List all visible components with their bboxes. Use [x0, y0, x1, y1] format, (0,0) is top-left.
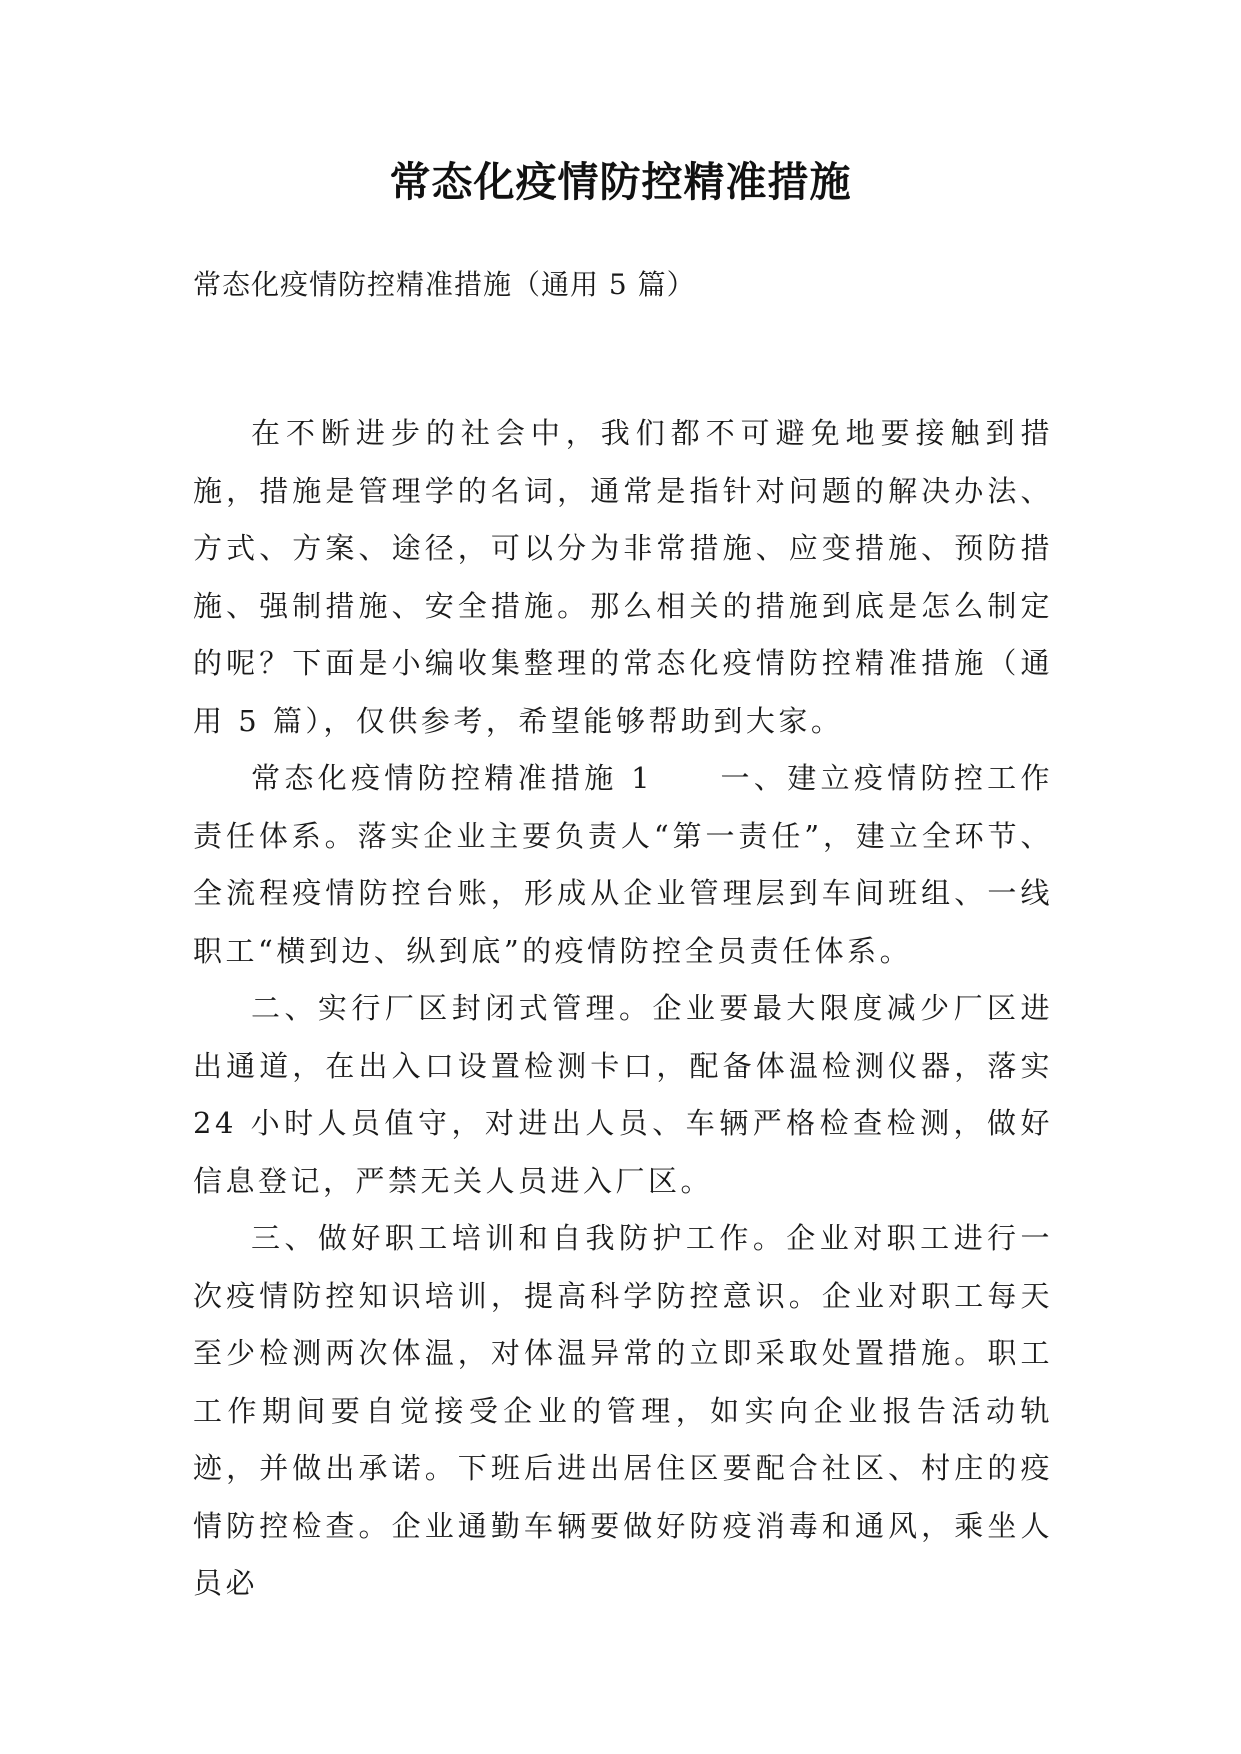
measure-paragraph-3: 三、做好职工培训和自我防护工作。企业对职工进行一次疫情防控知识培训，提高科学防控意识。企业对职工每天至少检测两次体温，对体温异常的立即采取处置措施。职工工作期间要自觉接受企业的管理，如实向企业报告活动轨迹，并做出承诺。下班后进出居住区要配合社区、村庄的疫情防控检查。企业通勤车辆要做好防疫消毒和通风，乘坐人员必 [193, 1221, 1053, 1600]
intro-paragraph: 在不断进步的社会中，我们都不可避免地要接触到措施，措施是管理学的名词，通常是指针对问题的解决办法、方式、方案、途径，可以分为非常措施、应变措施、预防措施、强制措施、安全措施。那么相关的措施到底是怎么制定的呢？下面是小编收集整理的常态化疫情防控精准措施（通用 5 篇），仅供参考，希望能够帮助到大家。 [193, 416, 1053, 738]
measure-paragraph-1: 常态化疫情防控精准措施 1 一、建立疫情防控工作责任体系。落实企业主要负责人“第一责任”，建立全环节、全流程疫情防控台账，形成从企业管理层到车间班组、一线职工“横到边、纵到底”的疫情防控全员责任体系。 [193, 761, 1053, 968]
document-title: 常态化疫情防控精准措施 [389, 158, 852, 206]
document-body [193, 405, 1053, 1613]
measure-paragraph-2: 二、实行厂区封闭式管理。企业要最大限度减少厂区进出通道，在出入口设置检测卡口，配备体温检测仪器，落实 24 小时人员值守，对进出人员、车辆严格检查检测，做好信息登记，严禁无关人员进入厂区。 [193, 991, 1053, 1198]
document-subtitle: 常态化疫情防控精准措施（通用 5 篇） [193, 268, 696, 301]
